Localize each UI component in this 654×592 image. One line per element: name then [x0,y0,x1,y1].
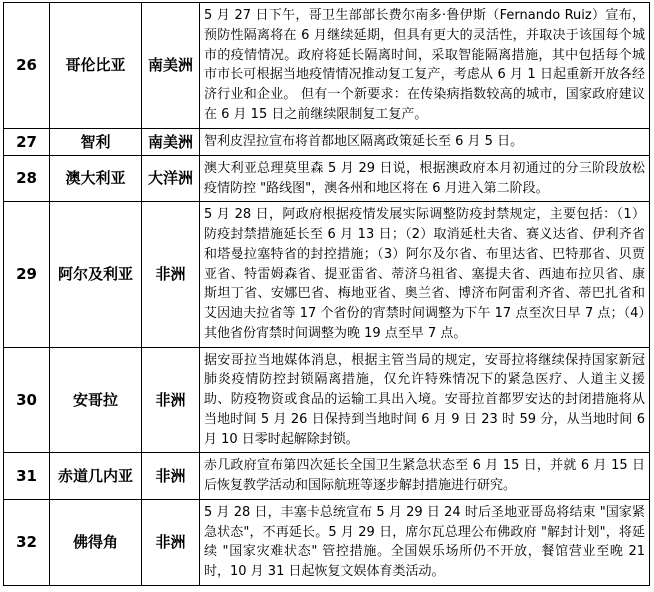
row-detail: 5 月 27 日下午，哥卫生部部长费尔南多·鲁伊斯（Fernando Ruiz）宣布，预防性隔离将在 6 月继续延期，但具有更大的灵活性，并取决于该国每个城市的疫情情况。政府将延长隔离时间，采取智能隔离措施，其中包括每个城市市长可根据当地疫情情况推动复工复产，考虑从 6 月 1 日起重新开放各经济行业和企业。 但有一个新要求：在传染病指数较高的城市，国家政府建议在 6 月 15 日之前继续限制复工复产。 [200,3,650,129]
row-region: 南美洲 [142,128,200,155]
row-country: 澳大利亚 [50,155,142,202]
table-row [4,128,650,155]
row-number: 31 [4,453,50,500]
row-region: 非洲 [142,499,200,585]
table-row [4,202,650,347]
row-number: 32 [4,499,50,585]
table-row [4,453,650,500]
row-country: 佛得角 [50,499,142,585]
row-region: 南美洲 [142,3,200,129]
row-country: 智利 [50,128,142,155]
row-detail: 5 月 28 日，丰塞卡总统宣布 5 月 29 日 24 时后圣地亚哥岛将结束 "国家紧急状态"，不再延长。5 月 29 日，席尔瓦总理公布佛政府 "解封计划"，将延续 "国家灾难状态" 管控措施。全国娱乐场所仍不开放，餐馆营业至晚 21 时，10 月 31 日起恢复文娱体育类活动。 [200,499,650,585]
row-region: 非洲 [142,453,200,500]
row-number: 30 [4,347,50,453]
table-row [4,155,650,202]
row-detail: 据安哥拉当地媒体消息，根据主管当局的规定，安哥拉将继续保持国家新冠肺炎疫情防控封锁隔离措施，仅允许特殊情况下的紧急医疗、人道主义援助、防疫物资或食品的运输工具出入境。安哥拉首都罗安达的封闭措施将从当地时间 5 月 26 日保持到当地时间 6 月 9 日 23 时 59 分，从当地时间 6 月 10 日零时起解除封锁。 [200,347,650,453]
table-row [4,347,650,453]
row-detail: 5 月 28 日，阿政府根据疫情发展实际调整防疫封禁规定，主要包括：（1）防疫封禁措施延长至 6 月 13 日；（2）取消延杜夫省、赛义达省、伊利齐省和塔曼拉塞特省的封控措施；（3）阿尔及尔省、布里达省、巴特那省、贝贾亚省、特雷姆森省、提亚雷省、蒂济乌祖省、塞提夫省、西迪布拉贝省、康斯坦丁省、安娜巴省、梅地亚省、奥兰省、博济布阿雷利齐省、蒂巴扎省和艾因迪夫拉省等 17 个省份的宵禁时间调整为下午 17 点至次日早 7 点；（4）其他省份宵禁时间调整为晚 19 点至早 7 点。 [200,202,650,347]
row-number: 29 [4,202,50,347]
row-country: 安哥拉 [50,347,142,453]
row-region: 大洋洲 [142,155,200,202]
table-body [4,3,650,586]
row-country: 哥伦比亚 [50,3,142,129]
table-row [4,499,650,585]
covid-measures-table [3,2,650,586]
row-number: 28 [4,155,50,202]
row-detail: 澳大利亚总理莫里森 5 月 29 日说，根据澳政府本月初通过的分三阶段放松疫情防控 "路线图"，澳各州和地区将在 6 月进入第二阶段。 [200,155,650,202]
row-detail: 智利皮涅拉宣布将首都地区隔离政策延长至 6 月 5 日。 [200,128,650,155]
row-number: 26 [4,3,50,129]
row-country: 阿尔及利亚 [50,202,142,347]
row-region: 非洲 [142,202,200,347]
row-country: 赤道几内亚 [50,453,142,500]
table-row [4,3,650,129]
row-number: 27 [4,128,50,155]
row-detail: 赤几政府宣布第四次延长全国卫生紧急状态至 6 月 15 日，并就 6 月 15 日后恢复教学活动和国际航班等逐步解封措施进行研究。 [200,453,650,500]
row-region: 非洲 [142,347,200,453]
